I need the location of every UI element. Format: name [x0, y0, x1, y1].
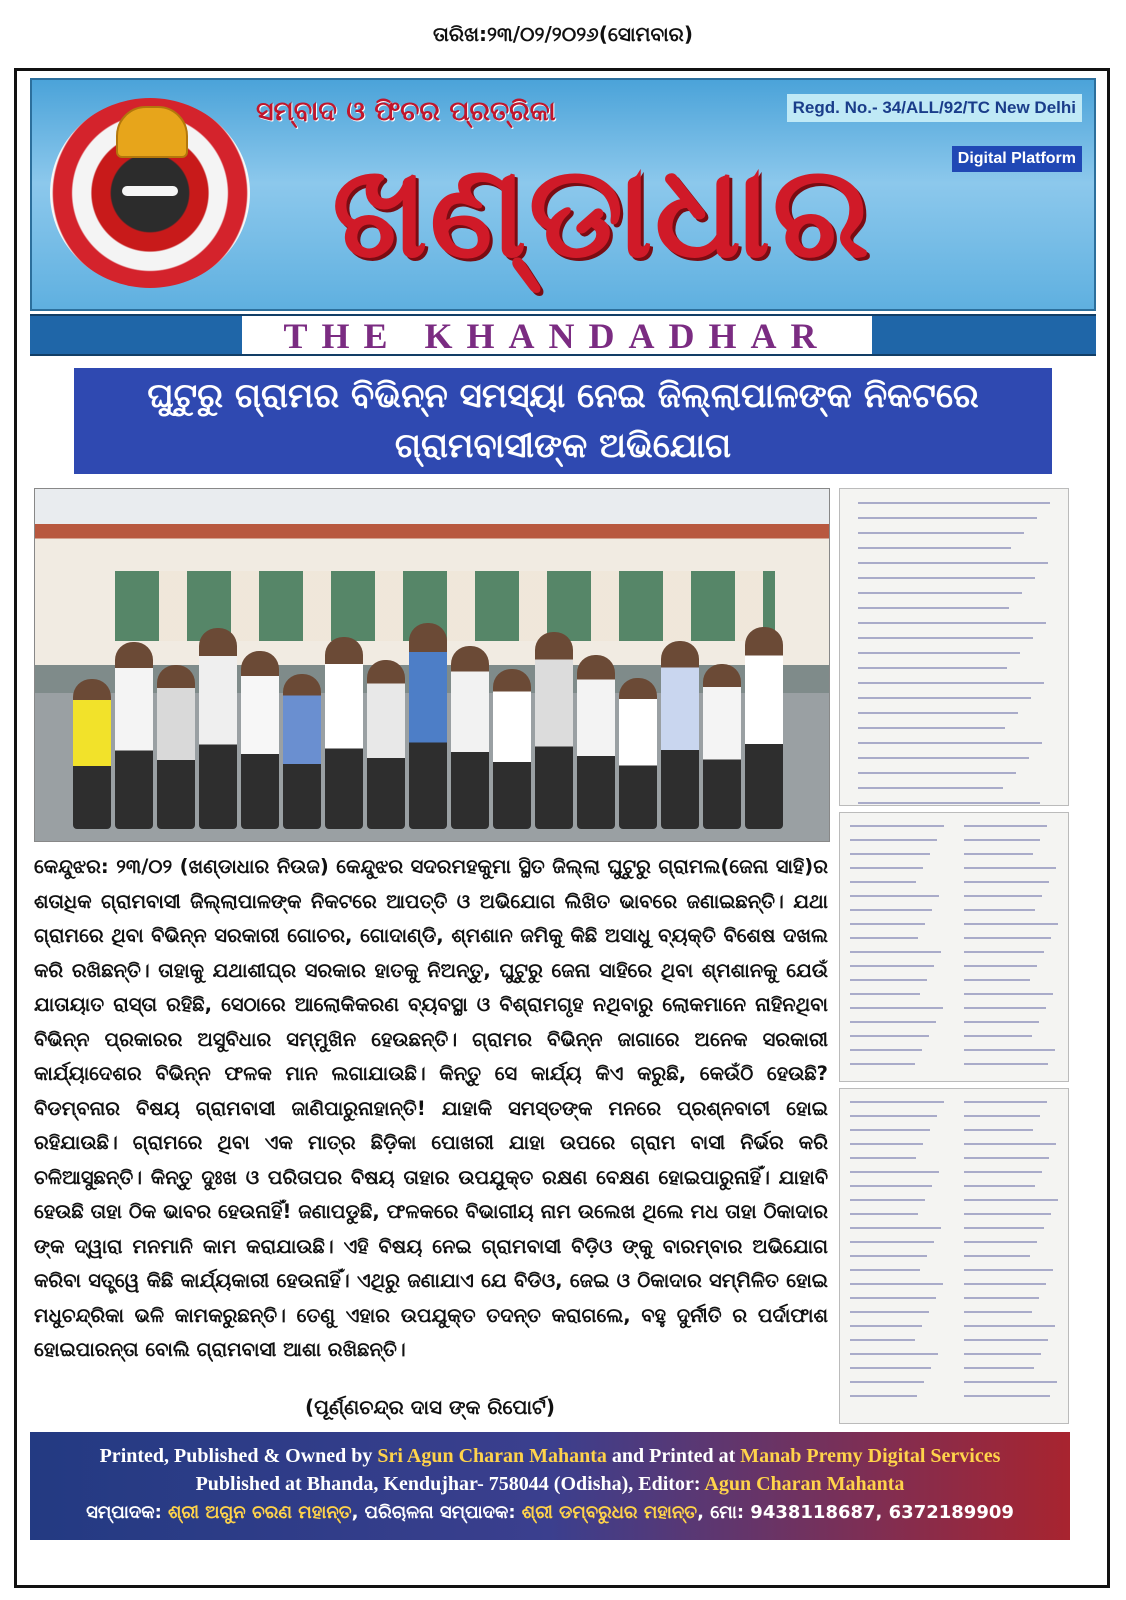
signature-line	[964, 1185, 1035, 1187]
villagers-group	[65, 609, 825, 829]
crown-shape	[116, 106, 188, 158]
handwriting-line	[858, 622, 1046, 624]
signature-line	[850, 853, 930, 855]
signature-line	[850, 1241, 934, 1243]
signature-line	[850, 937, 918, 939]
signature-line	[964, 965, 1037, 967]
person-figure	[493, 669, 531, 829]
person-figure	[745, 627, 783, 829]
signature-line	[964, 1367, 1034, 1369]
signature-line	[964, 1297, 1039, 1299]
person-figure	[535, 632, 573, 829]
footer-line-3	[30, 1498, 1070, 1528]
signature-line	[850, 1101, 944, 1103]
footer-managing-editor: ଶ୍ରୀ ଡମ୍ବରୁଧର ମହାନ୍ତ	[521, 1502, 698, 1523]
handwriting-line	[858, 727, 1005, 729]
signature-line	[964, 881, 1049, 883]
person-figure	[283, 674, 321, 829]
handwriting-line	[858, 502, 1050, 504]
signature-line	[850, 1339, 915, 1341]
signature-line	[850, 1325, 922, 1327]
handwriting-line	[858, 682, 1044, 684]
handwriting-line	[858, 802, 1040, 804]
signature-line	[964, 1213, 1051, 1215]
footer-imprint	[30, 1432, 1070, 1540]
handwriting-line	[858, 517, 1037, 519]
person-figure	[241, 651, 279, 829]
signature-line	[964, 1129, 1033, 1131]
signature-line	[850, 1171, 939, 1173]
signature-line	[850, 979, 927, 981]
signature-line	[850, 1035, 929, 1037]
signature-line	[850, 839, 937, 841]
headline-line-1: ଘୁଟୁରୁ ଗ୍ରାମର ବିଭିନ୍ନ ସମସ୍ୟା ନେଇ ଜିଲ୍ଲାପାଳଙ୍କ ନିକଟରେ	[147, 376, 979, 416]
signature-line	[964, 937, 1051, 939]
handwriting-line	[858, 532, 1024, 534]
signature-line	[964, 909, 1035, 911]
signature-line	[964, 1063, 1048, 1065]
signature-line	[964, 1007, 1046, 1009]
person-figure	[367, 660, 405, 829]
eyes-shape	[122, 186, 178, 196]
signature-line	[964, 867, 1056, 869]
signature-line	[850, 1213, 918, 1215]
signature-columns	[840, 1089, 1068, 1397]
footer-owner-name: Sri Agun Charan Mahanta	[377, 1445, 607, 1467]
signature-line	[850, 965, 934, 967]
signature-line	[964, 825, 1047, 827]
signature-line	[964, 1035, 1032, 1037]
signature-sheet-image-1	[839, 812, 1069, 1082]
signature-line	[850, 909, 932, 911]
signature-line	[964, 951, 1044, 953]
signature-line	[964, 1339, 1048, 1341]
signature-line	[850, 1255, 927, 1257]
signature-line	[964, 979, 1030, 981]
person-figure	[115, 642, 153, 829]
signature-line	[964, 895, 1042, 897]
signature-line	[964, 1325, 1055, 1327]
handwriting-line	[858, 667, 1007, 669]
footer-line-1	[30, 1432, 1070, 1470]
signature-line	[850, 1049, 922, 1051]
person-figure	[661, 641, 699, 829]
signature-line	[850, 1199, 925, 1201]
signature-line	[850, 1353, 938, 1355]
deity-emblem-image	[50, 98, 250, 288]
registration-number: Regd. No.- 34/ALL/92/TC New Delhi	[787, 94, 1082, 122]
signature-line	[850, 993, 920, 995]
signature-line	[850, 1007, 943, 1009]
handwriting-line	[858, 547, 1011, 549]
signature-line	[964, 1199, 1058, 1201]
signature-column	[954, 813, 1068, 1065]
person-figure	[703, 664, 741, 829]
signature-line	[850, 923, 925, 925]
signature-line	[964, 1115, 1040, 1117]
handwriting-line	[858, 772, 1016, 774]
english-newspaper-name: THE KHANDADHAR	[242, 316, 872, 354]
handwriting-line	[858, 607, 1009, 609]
signature-line	[964, 1049, 1055, 1051]
signature-line	[850, 1269, 920, 1271]
person-figure	[73, 679, 111, 829]
signature-line	[850, 881, 916, 883]
person-figure	[325, 637, 363, 829]
signature-column	[840, 813, 954, 1065]
signature-line	[964, 1171, 1042, 1173]
person-figure	[409, 623, 447, 829]
footer-line-2	[30, 1470, 1070, 1498]
signature-line	[964, 1021, 1039, 1023]
signature-line	[850, 1063, 915, 1065]
signature-line	[964, 839, 1040, 841]
signature-column	[954, 1089, 1068, 1397]
handwriting-line	[858, 652, 1020, 654]
signature-line	[850, 1283, 943, 1285]
footer-text: Published at Bhanda, Kendujhar- 758044 (Odisha), Editor:	[195, 1473, 705, 1495]
footer-text: ସମ୍ପାଦକ:	[86, 1502, 169, 1523]
news-photo	[34, 488, 830, 842]
masthead-tagline: ସମ୍ବାଦ ଓ ଫିଚର ପ୍ରତ୍ରିକା	[256, 96, 556, 127]
masthead	[30, 78, 1096, 311]
footer-text: Printed, Published & Owned by	[99, 1445, 378, 1467]
signature-line	[964, 923, 1058, 925]
signature-line	[850, 1157, 916, 1159]
signature-line	[964, 1311, 1032, 1313]
signature-line	[964, 1241, 1037, 1243]
handwriting-line	[858, 577, 1035, 579]
signature-line	[964, 1143, 1056, 1145]
reporter-credit: (ପୂର୍ଣ୍ଣଚନ୍ଦ୍ର ଦାସ ଙ୍କ ରିପୋର୍ଟ)	[304, 1395, 556, 1419]
person-figure	[157, 665, 195, 829]
handwriting-line	[858, 637, 1033, 639]
footer-contact: , ମୋ: 9438118687, 6372189909	[697, 1502, 1014, 1523]
signature-line	[964, 1157, 1049, 1159]
person-figure	[199, 628, 237, 829]
signature-sheet-image-2	[839, 1088, 1069, 1424]
signature-line	[850, 1367, 931, 1369]
article-headline	[74, 368, 1052, 474]
signature-line	[964, 993, 1053, 995]
handwriting-line	[858, 757, 1029, 759]
footer-editor-name: Agun Charan Mahanta	[704, 1473, 905, 1495]
signature-line	[850, 1311, 929, 1313]
english-name-bar	[30, 314, 1096, 356]
footer-text: and Printed at	[606, 1445, 741, 1467]
handwriting-line	[858, 562, 1048, 564]
handwriting-line	[858, 787, 1003, 789]
signature-columns	[840, 813, 1068, 1065]
handwriting-line	[858, 712, 1018, 714]
signature-line	[850, 1115, 937, 1117]
signature-line	[964, 1227, 1044, 1229]
signature-line	[850, 825, 944, 827]
handwriting-line	[858, 742, 1042, 744]
signature-line	[964, 853, 1033, 855]
signature-line	[850, 1395, 917, 1397]
signature-line	[850, 1381, 924, 1383]
signature-line	[850, 1021, 936, 1023]
signature-column	[840, 1089, 954, 1397]
signature-line	[850, 867, 923, 869]
signature-line	[964, 1395, 1050, 1397]
signature-line	[850, 1185, 932, 1187]
article-body: କେନ୍ଦୁଝର: ୨୩/୦୨ (ଖଣ୍ଡାଧାର ନିଉଜ) କେନ୍ଦୁଝର ସଦରମହକୁମା ସ୍ଥିତ ଜିଲ୍ଲା ଘୁଟୁରୁ ଗ୍ରାମଲ(ଜେନା ସାହି)ର ଶତାଧିକ ଗ୍ରାମବାସୀ ଜିଲ୍ଲାପାଳଙ୍କ ନିକଟରେ ଆପତ୍ତି ଓ ଅଭିଯୋଗ ଲିଖିତ ଭାବରେ ଜଣାଇଛନ୍ତି। ଯଥା ଗ୍ରାମରେ ଥିବା ବିଭିନ୍ନ ସରକାରୀ ଗୋଚର, ଗୋଦାଣ୍ଡି, ଶ୍ମଶାନ ଜମିକୁ କିଛି ଅସାଧୁ ବ୍ୟକ୍ତି ବିଶେଷ ଦଖଲ କରି ରଖିଛନ୍ତି। ତାହାକୁ ଯଥାଶୀଘ୍ର ସରକାର ହାତକୁ ନିଅନ୍ତୁ, ଘୁଟୁରୁ ଜେନା ସାହିରେ ଥିବା ଶ୍ମଶାନକୁ ଯେଉଁ ଯାତାୟାତ ରାସ୍ତା ରହିଛି, ସେଠାରେ ଆଲୋକିକରଣ ବ୍ୟବସ୍ଥା ଓ ବିଶ୍ରାମଗୃହ ନଥିବାରୁ ଲୋକମାନେ ନାହିନଥିବା ବିଭିନ୍ନ ପ୍ରକାରର ଅସୁବିଧାର ସମ୍ମୁଖିନ ହେଉଛନ୍ତି। ଗ୍ରାମର ବିଭିନ୍ନ ଜାଗାରେ ଅନେକ ସରକାରୀ କାର୍ଯ୍ୟାଦେଶର ବିଭିନ୍ନ ଫଳକ ମାନ ଲଗାଯାଉଛି। କିନ୍ତୁ ସେ କାର୍ଯ୍ୟ କିଏ କରୁଛି, କେଉଁଠି ହେଉଛି? ବିଡମ୍ବନାର ବିଷୟ ଗ୍ରାମବାସୀ ଜାଣିପାରୁନାହାନ୍ତି! ଯାହାକି ସମସ୍ତଙ୍କ ମନରେ ପ୍ରଶ୍ନବାଚୀ ହୋଇ ରହିଯାଉଛି। ଗ୍ରାମରେ ଥିବା ଏକ ମାତ୍ର ଛିଡ଼ିକା ପୋଖରୀ ଯାହା ଉପରେ ଗ୍ରାମ ବାସୀ ନିର୍ଭର କରି ଚଳିଆସୁଛନ୍ତି। କିନ୍ତୁ ଦୁଃଖ ଓ ପରିତାପର ବିଷୟ ତାହାର ଉପଯୁକ୍ତ ରକ୍ଷଣ ବେକ୍ଷଣ ହୋଇପାରୁନାହିଁ। ଯାହାବି ହେଉଛି ତାହା ଠିକ ଭାବର ହେଉନାହିଁ! ଜଣାପଡୁଛି, ଫଳକରେ ବିଭାଗୀୟ ନାମ ଉଲେଖ ଥିଲେ ମଧ ତାହା ଠିକାଦାର ଙ୍କ ଦ୍ୱାରା ମନମାନି କାମ କରାଯାଉଛି। ଏହି ବିଷୟ ନେଇ ଗ୍ରାମବାସୀ ବିଡ଼ିଓ ଙ୍କୁ ବାରମ୍ବାର ଅଭିଯୋଗ କରିବା ସତ୍ତ୍ୱେ କିଛି କାର୍ଯ୍ୟକାରୀ ହେଉନାହିଁ। ଏଥିରୁ ଜଣାଯାଏ ଯେ ବିଡିଓ, ଜେଇ ଓ ଠିକାଦାର ସମ୍ମିଳିତ ହୋଇ ମଧୁଚନ୍ଦ୍ରିକା ଭଳି କାମକରୁଛନ୍ତି। ତେଣୁ ଏହାର ଉପଯୁକ୍ତ ତଦନ୍ତ କରାଗଲେ, ବହୁ ଦୁର୍ନୀତି ର ପର୍ଦାଫାଶ ହୋଇପାରନ୍ତା ବୋଲି ଗ୍ରାମବାସୀ ଆଶା ରଖିଛନ୍ତି।	[34, 855, 828, 1361]
handwriting-line	[858, 592, 1022, 594]
signature-line	[964, 1353, 1041, 1355]
signature-line	[850, 1227, 941, 1229]
newspaper-logo: ଖଣ୍ଡାଧାର	[332, 138, 872, 287]
signature-line	[850, 1129, 930, 1131]
handwriting-line	[858, 697, 1031, 699]
footer-printer-name: Manab Premy Digital Services	[740, 1445, 1001, 1467]
signature-line	[850, 895, 939, 897]
signature-line	[964, 1101, 1047, 1103]
person-figure	[577, 655, 615, 829]
person-figure	[451, 646, 489, 829]
footer-editor-odia: ଶ୍ରୀ ଅଗୁନ ଚରଣ ମହାନ୍ତ	[168, 1502, 352, 1523]
date-line: ତାରିଖ:୨୩/୦୨/୨୦୨୬(ସୋମବାର)	[433, 22, 693, 46]
signature-line	[850, 1297, 936, 1299]
signature-line	[964, 1381, 1057, 1383]
footer-text: , ପରିଚାଳନା ସମ୍ପାଦକ:	[351, 1502, 522, 1523]
complaint-letter-image	[839, 488, 1069, 806]
signature-line	[964, 1255, 1030, 1257]
signature-line	[850, 1143, 923, 1145]
headline-line-2: ଗ୍ରାମବାସୀଙ୍କ ଅଭିଯୋଗ	[394, 426, 732, 466]
signature-line	[964, 1269, 1053, 1271]
digital-platform-badge: Digital Platform	[952, 146, 1082, 172]
signature-line	[964, 1283, 1046, 1285]
signature-line	[850, 951, 941, 953]
person-figure	[619, 678, 657, 829]
